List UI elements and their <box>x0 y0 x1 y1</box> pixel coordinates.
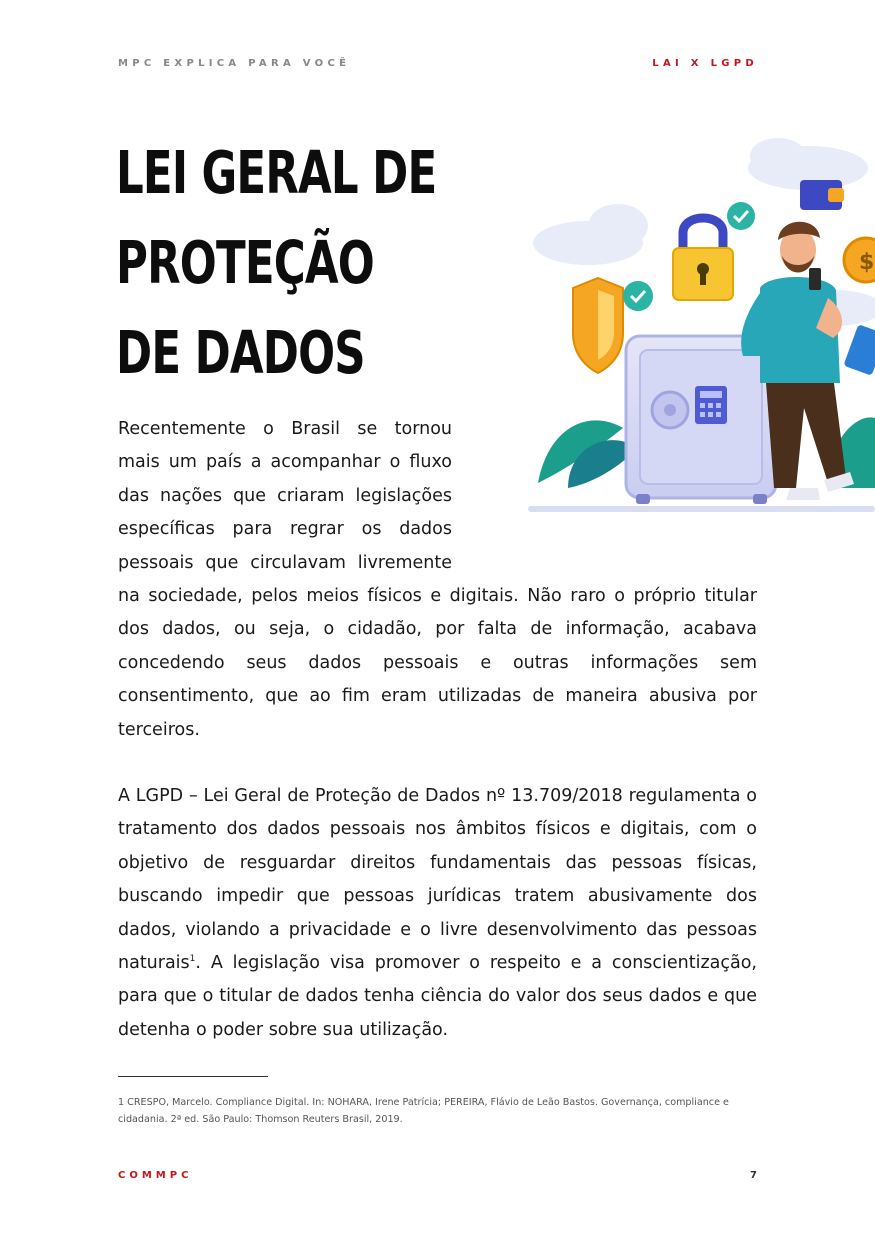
title-line-3: DE DADOS <box>116 318 365 387</box>
header-section-title: LAI X LGPD <box>652 58 758 69</box>
card-icon <box>843 324 875 376</box>
footnote-divider <box>118 1076 268 1077</box>
lgpd-paragraph-text-2: . A legislação visa promover o respeito e a conscientização, para que o titular de dados tenha ciência do valor dos seus dados e que detenha o poder sobre sua utilização. <box>118 953 757 1040</box>
svg-text:$: $ <box>859 250 875 275</box>
header-series-title: MPC EXPLICA PARA VOCÊ <box>118 58 351 69</box>
wallet-icon <box>800 180 844 210</box>
padlock-icon <box>673 202 755 300</box>
lgpd-paragraph-text-1: A LGPD – Lei Geral de Proteção de Dados nº 13.709/2018 regulamenta o tratamento dos dados pessoais nos âmbitos físicos e digitais, com o objetivo de resguardar direitos fundamentais das pessoas físicas, buscando impedir que pessoas jurídicas tratem abusivamente dos dados, violando a privacidade e o livre desenvolvimento das pessoas naturais <box>118 786 757 974</box>
title-line-1: LEI GERAL DE <box>116 138 437 207</box>
intro-paragraph <box>118 413 757 747</box>
coin-icon <box>844 238 875 282</box>
intro-paragraph-text: Recentemente o Brasil se tornou mais um país a acompanhar o fluxo das nações que criaram legislações específicas para regrar os dados pessoais que circulavam livremente na sociedade, pelos meios físicos e digitais. Não raro o próprio titular dos dados, ou seja, o cidadão, por falta de informação, acabava concedendo seus dados pessoais e outras informações sem consentimento, que ao fim eram utilizadas de maneira abusiva por terceiros. <box>118 419 757 740</box>
footer-brand: COMMPC <box>118 1170 193 1181</box>
footnote: 1 CRESPO, Marcelo. Compliance Digital. In: NOHARA, Irene Patrícia; PEREIRA, Flávio de Leão Bastos. Governança, compliance e cidadania. 2ª ed. São Paulo: Thomson Reuters Brasil, 2019. <box>118 1097 729 1125</box>
footnote-reference[interactable]: 1 <box>189 954 196 965</box>
title-line-2: PROTEÇÃO <box>116 228 374 297</box>
page-number: 7 <box>750 1170 757 1181</box>
page-title <box>116 128 436 398</box>
lgpd-paragraph <box>118 780 757 1047</box>
illustration-wrap-space <box>452 413 757 580</box>
